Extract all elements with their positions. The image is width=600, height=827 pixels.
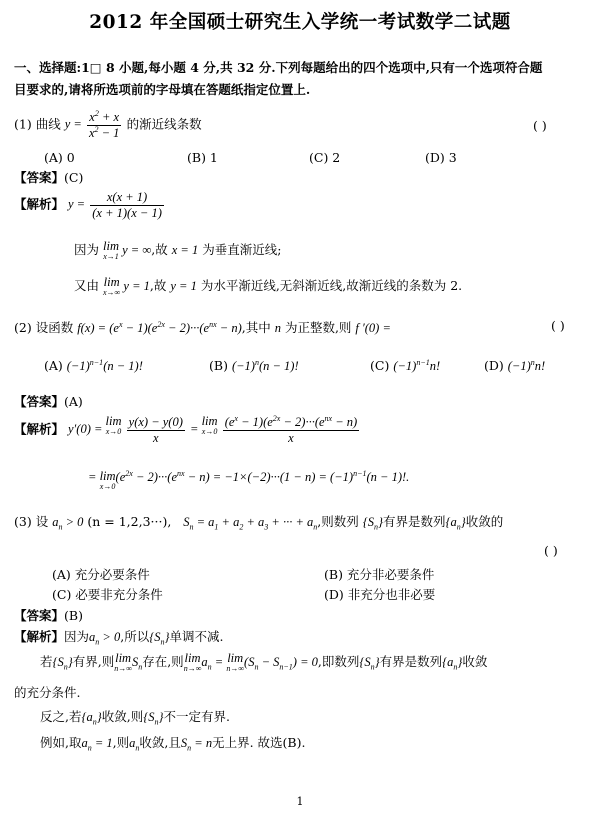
q1-line1-eq: x = 1 (171, 243, 199, 257)
q3-bracket: ( ) (544, 543, 558, 558)
q3-stem-mid2: ,则数列 (317, 514, 359, 529)
q3-set-a: $\{a_n\}$ (445, 515, 466, 532)
q1-answer-value: (C) (64, 170, 84, 185)
q3-answer-label: 【答案】 (14, 608, 65, 623)
q3-analysis-line2: 若$\{S_n\}$有界,则lim n→∞ $S_n$存在,则lim n→∞ $a_n = \lim$ n→∞ $(S_n - S_{n-1}) = 0$,即数列$\{S_n\}$有界是数列$\{a_n\}$收敛 (40, 651, 488, 673)
q3-answer (14, 606, 83, 624)
q2-analysis-line2: = lim x→0 $(e^{2x} - 2)\cdot\cdot\cdot(e^{nx} - n) = -1\times(-2)\cdot\cdot\cdot(1 - n) = (-1)^{n-1}(n - 1)$!. (88, 468, 410, 491)
q1-number: (1) (14, 116, 32, 132)
q3-stem-prefix: 设 (35, 514, 49, 529)
q2-derivative: f ′(0) = (355, 321, 391, 335)
section-heading-line1: 一、选择题:1□ 8 小题,每小题 4 分,共 32 分.下列每题给出的四个选项中,只有一个选项符合题 (14, 60, 543, 75)
q2-analysis-label: 【解析】 (14, 421, 65, 437)
q1-line2-mid: ,故 (149, 278, 167, 293)
q3-analysis-label: 【解析】 (14, 629, 65, 644)
q1-line2-eq: y = 1 (170, 279, 197, 293)
q1-answer-label: 【答案】 (14, 170, 65, 185)
q2-option-a: (A) $(-1)^{n-1}(n - 1)$! (44, 357, 143, 373)
q1-analysis (14, 190, 166, 221)
q1-analysis-formula: y = $\frac{x(x + 1)}{(x + 1)(x - 1)}$ (68, 190, 162, 220)
q1-line1-mid: ,故 (151, 242, 168, 257)
q1-analysis-line2 (74, 276, 462, 297)
q1-bracket: ( ) (533, 118, 547, 133)
q2-stem (14, 318, 391, 336)
q2-option-b: (B) $(-1)^n(n - 1)$! (209, 357, 299, 373)
q3-set-s: $\{S_n\}$ (362, 515, 384, 532)
q3-option-a: (A) 充分必要条件 (52, 567, 150, 582)
q3-option-c: (C) 必要非充分条件 (52, 587, 163, 602)
q2-function: $f(x) = (e^x - 1)(e^{2x} - 2)\cdot\cdot\cdot(e^{nx} - n)$ (77, 319, 242, 335)
q2-stem-prefix: 设函数 (35, 320, 74, 335)
q2-answer (14, 392, 83, 410)
q1-option-a: (A) 0 (44, 150, 75, 165)
q3-option-d: (D) 非充分也非必要 (324, 587, 436, 602)
q1-stem-prefix: 曲线 (35, 116, 61, 132)
q1-option-b: (B) 1 (187, 150, 218, 165)
q3-answer-value: (B) (64, 608, 83, 623)
page-number: 1 (296, 795, 304, 808)
q1-option-c: (C) 2 (309, 150, 341, 165)
q3-stem-mid1: (n = 1,2,3···), (87, 514, 172, 529)
q3-cond: $a_n > 0$ (52, 515, 84, 532)
q1-stem-suffix: 的渐近线条数 (126, 116, 202, 132)
q2-option-d: (D) $(-1)^nn$! (484, 357, 546, 373)
q2-n: n (274, 321, 281, 335)
q1-line2-end: 为水平渐近线,无斜渐近线,故渐近线的条数为 2. (200, 278, 463, 293)
q1-answer (14, 168, 83, 186)
q3-sum: $S_n = a_1 + a_2 + a_3$ + ··· + $a_n$ (183, 515, 318, 532)
q1-line2-limit: lim x→∞ y = 1 (103, 275, 150, 297)
q2-stem-mid: ,其中 (241, 320, 271, 335)
q1-option-d: (D) 3 (425, 150, 457, 165)
q3-stem-suffix: 收敛的 (465, 514, 504, 529)
q2-stem-suffix: 为正整数,则 (284, 320, 352, 335)
q1-analysis-label: 【解析】 (14, 196, 65, 212)
q2-analysis-formula: y′(0) = lim x→0 $\frac{y(x) - y(0)}{x}$ = lim x→0 $\frac{(e^x - 1)(e^{2x} - 2)\cdot\cdot\cdot(e^{nx} - n)}{x}$ (68, 413, 358, 445)
q2-answer-value: (A) (64, 394, 83, 409)
section-heading-line2: 目要求的,请将所选项前的字母填在答题纸指定位置上. (14, 82, 311, 97)
q3-analysis-line4: 反之,若$\{a_n\}$收敛,则$\{S_n\}$不一定有界. (40, 709, 230, 727)
q2-option-c: (C) $(-1)^{n-1}n$! (370, 357, 441, 373)
q2-analysis (14, 415, 361, 446)
q3-analysis-line5: 例如,取$a_n = 1$,则$a_n$收敛,且$S_n = n$无上界. 故选(B). (40, 735, 306, 753)
q3-analysis-line3: 的充分条件. (14, 685, 81, 700)
q1-formula: y = $\frac{x^2 + x}{x^2 - 1}$ (64, 108, 120, 140)
page-title: 2012 年全国硕士研究生入学统一考试数学二试题 (89, 12, 511, 33)
q1-stem (14, 110, 202, 141)
q3-stem-mid3: 有界是数列 (383, 514, 446, 529)
q3-option-b: (B) 充分非必要条件 (324, 567, 435, 582)
q2-number: (2) (14, 320, 32, 335)
q1-line2-prefix: 又由 (74, 278, 100, 293)
q3-analysis-line1: 【解析】因为$a_n > 0$,所以$\{S_n\}$单调不减. (14, 629, 224, 647)
q2-bracket: ( ) (551, 318, 565, 333)
q1-line1-limit: lim x→1 y = ∞ (103, 239, 152, 261)
q1-line1-end: 为垂直渐近线; (202, 242, 282, 257)
q1-line1-prefix: 因为 (74, 242, 100, 257)
q1-analysis-line1 (74, 240, 281, 261)
q3-stem (14, 512, 503, 530)
q2-answer-label: 【答案】 (14, 394, 65, 409)
q3-number: (3) (14, 514, 32, 529)
